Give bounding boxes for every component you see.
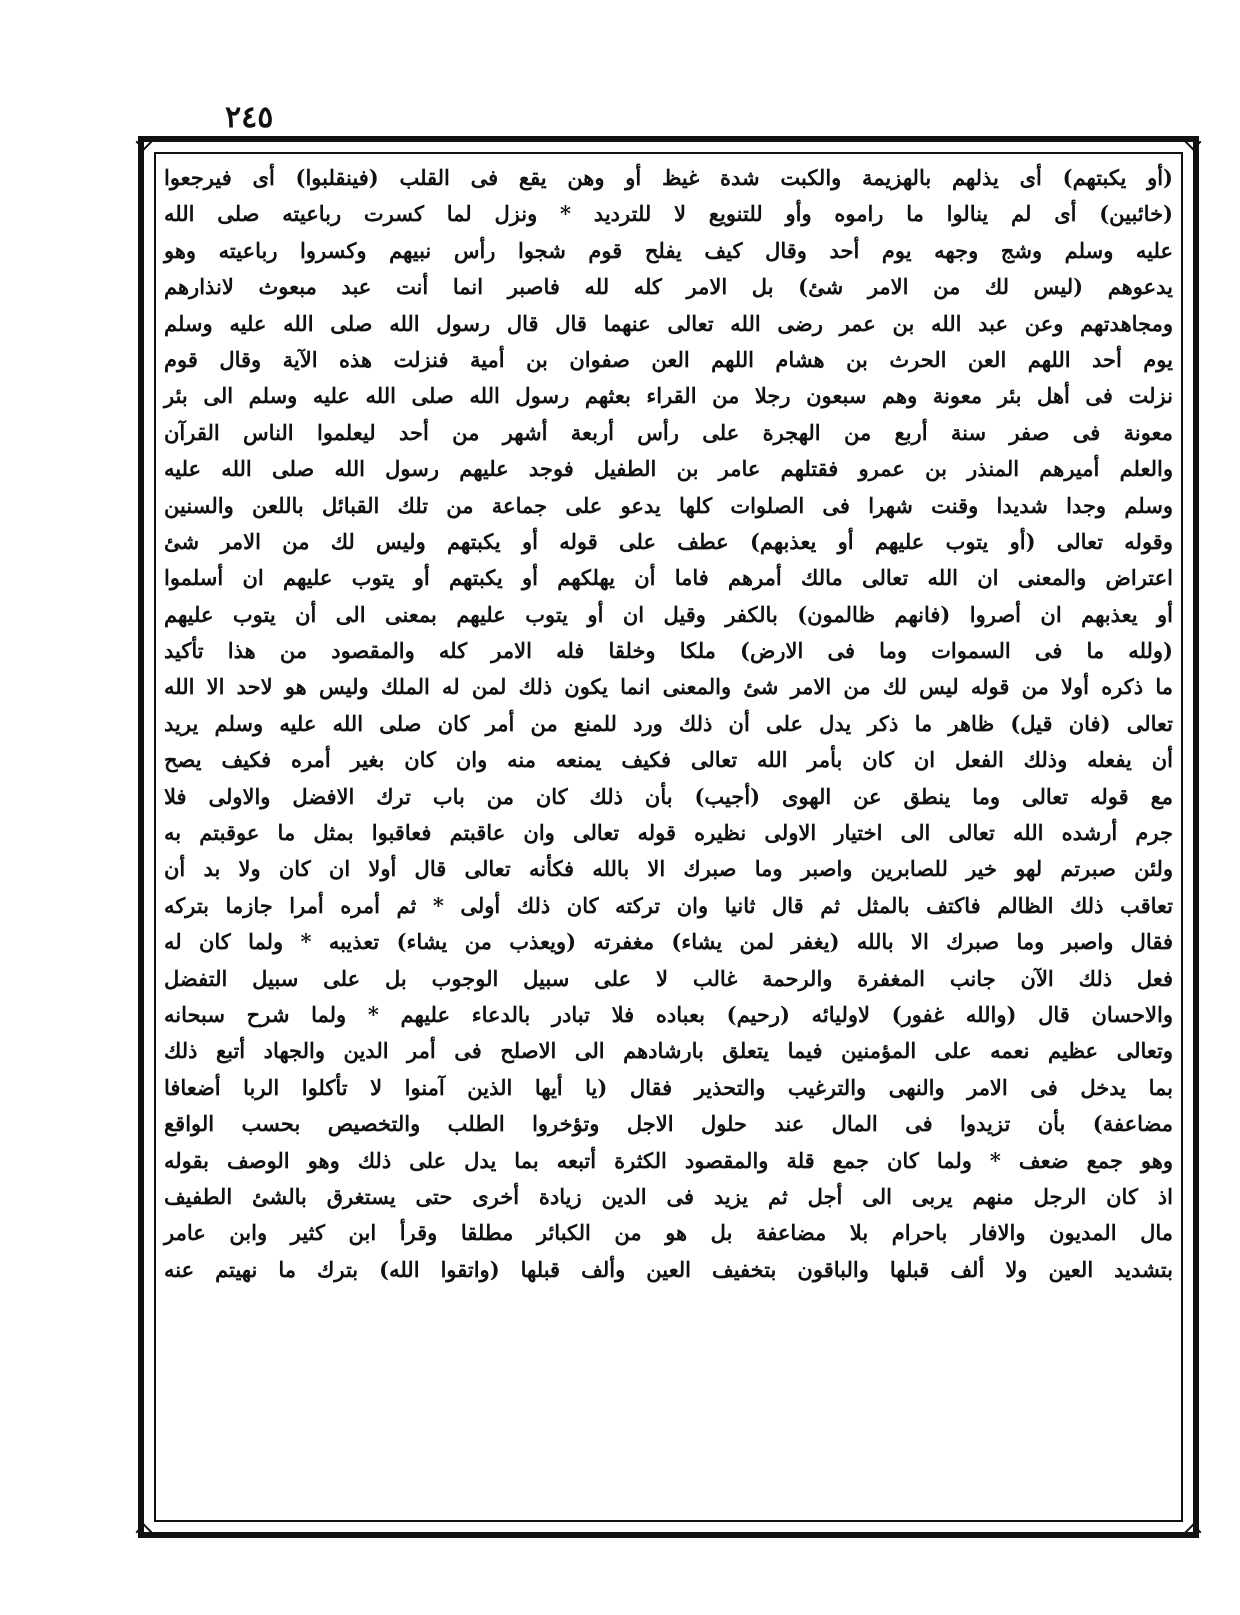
text-line: فقال واصبر وما صبرك الا بالله (يغفر لمن يشاء) مغفرته (ويعذب من يشاء) تعذيبه * ولما كان له	[164, 929, 1173, 955]
text-line: نزلت فى أهل بئر معونة وهم سبعون رجلا من القراء بعثهم رسول الله صلى الله عليه وسلم الى بئر	[164, 383, 1173, 409]
text-line: مع قوله تعالى وما ينطق عن الهوى (أجيب) بأن ذلك كان من باب ترك الافضل والاولى فلا	[164, 783, 1173, 809]
text-line: بتشديد العين ولا ألف قبلها والباقون بتخفيف العين وألف قبلها (واتقوا الله) بترك ما نهيتم عنه	[164, 1256, 1173, 1282]
text-line: وسلم وجدا شديدا وقنت شهرا فى الصلوات كلها يدعو على جماعة من تلك القبائل باللعن والسنين	[164, 492, 1173, 518]
text-line: ما ذكره أولا من قوله ليس لك من الامر شئ والمعنى انما يكون ذلك لمن له الملك وليس هو لاحد الا الله	[164, 674, 1173, 700]
text-line: مال المديون والافار باحرام بلا مضاعفة بل هو من الكبائر مطلقا وقرأ ابن كثير وابن عامر	[164, 1220, 1173, 1246]
text-line: والعلم أميرهم المنذر بن عمرو فقتلهم عامر بن الطفيل فوجد عليهم رسول الله صلى الله عليه	[164, 456, 1173, 482]
text-line: تعاقب ذلك الظالم فاكتف بالمثل ثم قال ثانيا وان تركته كان ذلك أولى * ثم أمره أمرا جازما بتركه	[164, 892, 1173, 918]
text-line: اذ كان الرجل منهم يربى الى أجل ثم يزيد فى الدين زيادة أخرى حتى يستغرق بالشئ الطفيف	[164, 1183, 1173, 1209]
text-line: تعالى (فان قيل) ظاهر ما ذكر يدل على أن ذلك ورد للمنع من أمر كان صلى الله عليه وسلم يريد	[164, 710, 1173, 736]
text-line: ومجاهدتهم وعن عبد الله بن عمر رضى الله تعالى عنهما قال قال رسول الله صلى الله عليه وسلم	[164, 310, 1173, 336]
text-line: يدعوهم (ليس لك من الامر شئ) بل الامر كله لله فاصبر انما أنت عبد مبعوث لانذارهم	[164, 274, 1173, 300]
text-line: جرم أرشده الله تعالى الى اختيار الاولى نظيره قوله تعالى وان عاقبتم فعاقبوا بمثل ما عوقبتم به	[164, 820, 1173, 846]
text-block	[158, 160, 1179, 1522]
text-line: (أو يكبتهم) أى يذلهم بالهزيمة والكبت شدة غيظ أو وهن يقع فى القلب (فينقلبوا) أى فيرجعوا	[164, 165, 1173, 190]
text-line: وهو جمع ضعف * ولما كان جمع قلة والمقصود الكثرة أتبعه بما يدل على ذلك وهو الوصف بقوله	[164, 1147, 1173, 1173]
frame-corner-ornament	[1185, 134, 1202, 151]
text-line: أن يفعله وذلك الفعل ان كان بأمر الله تعالى فكيف يمنعه منه وان كان بغير أمره فكيف يصح	[164, 747, 1173, 773]
text-line: يوم أحد اللهم العن الحرث بن هشام اللهم العن صفوان بن أمية فنزلت هذه الآية وقال قوم	[164, 346, 1173, 372]
frame-corner-ornament	[136, 134, 153, 151]
text-line: فعل ذلك الآن جانب المغفرة والرحمة غالب لا على سبيل الوجوب بل على سبيل التفضل	[164, 965, 1173, 991]
text-line: اعتراض والمعنى ان الله تعالى مالك أمرهم فاما أن يهلكهم أو يكبتهم أو يتوب عليهم ان أسلموا	[164, 565, 1173, 591]
text-line: وقوله تعالى (أو يتوب عليهم أو يعذبهم) عطف على قوله أو يكبتهم وليس لك من الامر شئ	[164, 528, 1173, 554]
text-line: عليه وسلم وشج وجهه يوم أحد وقال كيف يفلح قوم شجوا رأس نبيهم وكسروا رباعيته وهو	[164, 237, 1173, 263]
text-line: معونة فى صفر سنة أربع من الهجرة على رأس أربعة أشهر من أحد ليعلموا الناس القرآن	[164, 419, 1173, 445]
text-line: والاحسان قال (والله غفور) لاوليائه (رحيم) بعباده فلا تبادر بالدعاء عليهم * ولما شرح سبحانه	[164, 1001, 1173, 1027]
text-line: مضاعفة) بأن تزيدوا فى المال عند حلول الاجل وتؤخروا الطلب والتخصيص بحسب الواقع	[164, 1111, 1173, 1137]
text-line: بما يدخل فى الامر والنهى والترغيب والتحذير فقال (يا أيها الذين آمنوا لا تأكلوا الربا أضعافا	[164, 1074, 1173, 1100]
frame-corner-ornament	[1185, 1524, 1202, 1541]
page-number: ٢٤٥	[225, 100, 274, 135]
text-line: ولئن صبرتم لهو خير للصابرين واصبر وما صبرك الا بالله فكأنه تعالى قال أولا ان كان ولا بد أن	[164, 856, 1173, 882]
text-line: (خائبين) أى لم ينالوا ما راموه وأو للتنويع لا للترديد * ونزل لما كسرت رباعيته صلى الله	[164, 201, 1173, 227]
text-line: أو يعذبهم ان أصروا (فانهم ظالمون) بالكفر وقيل ان أو يتوب عليهم بمعنى الى أن يتوب عليهم	[164, 601, 1173, 627]
text-line: (ولله ما فى السموات وما فى الارض) ملكا وخلقا فله الامر كله والمقصود من هذا تأكيد	[164, 638, 1173, 664]
frame-corner-ornament	[136, 1524, 153, 1541]
text-line: وتعالى عظيم نعمه على المؤمنين فيما يتعلق بارشادهم الى الاصلح فى أمر الدين والجهاد أتبع ذلك	[164, 1038, 1173, 1064]
